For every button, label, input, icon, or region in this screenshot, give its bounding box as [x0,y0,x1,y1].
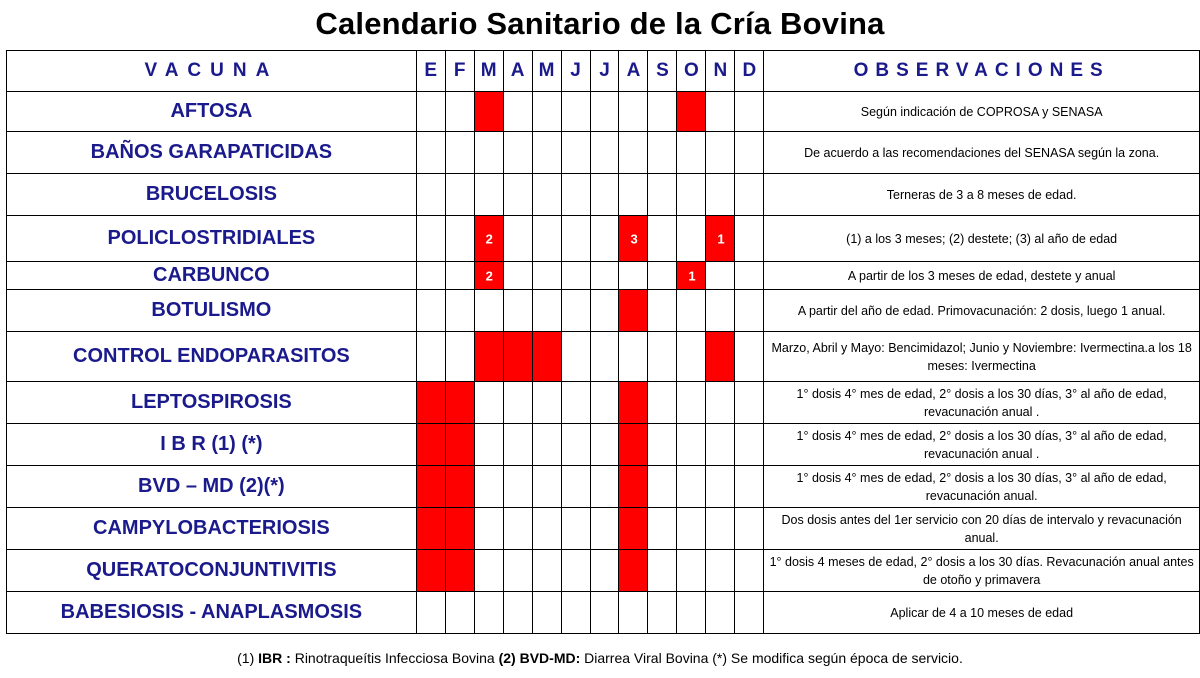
month-cell [735,216,764,262]
observation-cell: Aplicar de 4 a 10 meses de edad [764,592,1200,634]
vaccine-name: CAMPYLOBACTERIOSIS [7,508,417,550]
observation-cell: 1° dosis 4 meses de edad, 2° dosis a los 30 días. Revacunación anual antes de otoño y primavera [764,550,1200,592]
footnote-abbr-bvd: (2) BVD-MD: [498,650,581,666]
month-cell [503,132,532,174]
month-cell [677,550,706,592]
vaccine-name: QUERATOCONJUNTIVITIS [7,550,417,592]
month-cell [619,92,648,132]
month-cell [590,508,619,550]
month-cell [590,290,619,332]
month-cell [474,424,503,466]
month-cell [532,216,561,262]
vaccine-row [7,174,1200,216]
month-cell-marked [677,92,706,132]
month-cell-marked [445,550,474,592]
month-cell [648,382,677,424]
month-cell [503,174,532,216]
month-cell [474,550,503,592]
month-cell [445,132,474,174]
month-cell [590,382,619,424]
observation-cell: A partir del año de edad. Primovacunación: 2 dosis, luego 1 anual. [764,290,1200,332]
month-cell [532,466,561,508]
month-cell [590,592,619,634]
month-cell [474,382,503,424]
month-cell-marked [445,466,474,508]
month-header: D [735,51,764,92]
month-cell [561,262,590,290]
month-cell [619,332,648,382]
month-cell [503,424,532,466]
month-cell [735,92,764,132]
month-cell [532,174,561,216]
month-cell [590,174,619,216]
month-cell-marked [619,382,648,424]
month-cell [532,290,561,332]
month-cell [648,508,677,550]
month-cell [474,592,503,634]
month-cell-marked [445,424,474,466]
month-cell [735,508,764,550]
month-cell [735,550,764,592]
month-cell-marked [474,332,503,382]
month-cell [590,216,619,262]
month-cell-marked [677,262,706,290]
month-cell [503,382,532,424]
month-cell-marked [503,332,532,382]
month-cell [561,382,590,424]
vaccine-name: BVD – MD (2)(*) [7,466,417,508]
month-cell [590,132,619,174]
month-cell [735,592,764,634]
month-cell [561,290,590,332]
dose-number: 1 [717,231,725,246]
month-cell [416,92,445,132]
month-cell [503,92,532,132]
observation-cell: Marzo, Abril y Mayo: Bencimidazol; Junio y Noviembre: Ivermectina.a los 18 meses: Ivermectina [764,332,1200,382]
month-cell [648,174,677,216]
month-cell [503,290,532,332]
month-cell [532,92,561,132]
month-cell-marked [474,262,503,290]
month-header: O [677,51,706,92]
month-cell [648,262,677,290]
month-header: A [619,51,648,92]
month-cell [648,216,677,262]
dose-number: 1 [688,268,696,283]
month-cell [503,508,532,550]
month-cell [561,592,590,634]
month-header: F [445,51,474,92]
observation-cell: Terneras de 3 a 8 meses de edad. [764,174,1200,216]
month-cell [735,424,764,466]
month-cell [590,92,619,132]
vaccine-row [7,262,1200,290]
month-cell-marked [445,382,474,424]
month-cell [648,424,677,466]
month-cell [677,382,706,424]
month-header: M [474,51,503,92]
month-cell [416,332,445,382]
month-cell [503,550,532,592]
month-cell [648,332,677,382]
month-cell [735,290,764,332]
month-cell [677,290,706,332]
month-cell [706,132,735,174]
header-row [7,51,1200,92]
month-cell [561,92,590,132]
month-cell [561,508,590,550]
footnote [0,650,1200,666]
month-cell [706,508,735,550]
dose-number: 2 [485,231,493,246]
vaccine-row [7,592,1200,634]
month-cell [648,290,677,332]
month-cell [706,92,735,132]
vaccine-name: CARBUNCO [7,262,417,290]
vaccine-row [7,290,1200,332]
month-cell [445,332,474,382]
footnote-text: Diarrea Viral Bovina (*) Se modifica según época de servicio. [580,650,963,666]
month-cell [590,466,619,508]
month-cell [648,92,677,132]
footnote-abbr-ibr: IBR : [258,650,291,666]
month-cell [677,132,706,174]
month-cell-marked [445,508,474,550]
month-cell [445,592,474,634]
month-cell [445,290,474,332]
month-cell [503,466,532,508]
month-cell [677,216,706,262]
month-cell [532,382,561,424]
month-cell [474,174,503,216]
vaccine-name: BAÑOS GARAPATICIDAS [7,132,417,174]
month-cell [735,132,764,174]
month-cell [735,466,764,508]
month-cell [590,332,619,382]
month-cell [706,290,735,332]
month-header: E [416,51,445,92]
month-cell-marked [706,216,735,262]
vaccine-name: LEPTOSPIROSIS [7,382,417,424]
month-header: M [532,51,561,92]
month-cell [561,174,590,216]
vaccine-name: I B R (1) (*) [7,424,417,466]
month-cell [503,216,532,262]
month-cell [445,174,474,216]
month-cell [503,262,532,290]
observaciones-header: OBSERVACIONES [764,51,1200,92]
month-cell [590,424,619,466]
month-cell [503,592,532,634]
month-cell [416,262,445,290]
vaccine-name: CONTROL ENDOPARASITOS [7,332,417,382]
month-header: N [706,51,735,92]
month-cell [561,424,590,466]
month-cell [706,550,735,592]
month-cell [416,132,445,174]
month-cell-marked [706,332,735,382]
month-cell-marked [416,508,445,550]
month-cell-marked [619,216,648,262]
month-cell [706,262,735,290]
month-cell [735,262,764,290]
observation-cell: (1) a los 3 meses; (2) destete; (3) al año de edad [764,216,1200,262]
month-cell [648,592,677,634]
page-title: Calendario Sanitario de la Cría Bovina [315,6,885,41]
vaccine-row [7,92,1200,132]
month-cell [445,262,474,290]
month-cell [619,174,648,216]
month-cell-marked [474,92,503,132]
month-cell [561,132,590,174]
month-cell-marked [474,216,503,262]
month-cell-marked [416,550,445,592]
footnote-text: Rinotraqueítis Infecciosa Bovina [290,650,499,666]
month-cell [532,550,561,592]
month-cell [735,174,764,216]
month-header: S [648,51,677,92]
month-cell [677,466,706,508]
month-cell [561,550,590,592]
month-cell [445,92,474,132]
month-cell [648,466,677,508]
month-cell [474,508,503,550]
observation-cell: 1° dosis 4° mes de edad, 2° dosis a los 30 días, 3° al año de edad, revacunación anual. [764,466,1200,508]
month-cell [648,550,677,592]
month-cell [561,466,590,508]
month-cell [677,174,706,216]
vaccine-name: POLICLOSTRIDIALES [7,216,417,262]
vaccination-calendar-table [6,50,1200,634]
month-cell [677,424,706,466]
month-cell-marked [619,508,648,550]
vaccine-name: BRUCELOSIS [7,174,417,216]
footnote-text: (1) [237,650,259,666]
month-cell [532,424,561,466]
month-cell [561,332,590,382]
month-cell [706,382,735,424]
month-cell [474,466,503,508]
observation-cell: 1° dosis 4° mes de edad, 2° dosis a los 30 días, 3° al año de edad, revacunación anual . [764,382,1200,424]
month-cell-marked [619,424,648,466]
month-cell [532,508,561,550]
month-cell [474,290,503,332]
month-cell [532,262,561,290]
month-cell [590,262,619,290]
month-cell [677,508,706,550]
month-cell [706,424,735,466]
month-cell [735,332,764,382]
month-cell [619,592,648,634]
month-header: J [590,51,619,92]
month-cell-marked [619,290,648,332]
observation-cell: Dos dosis antes del 1er servicio con 20 días de intervalo y revacunación anual. [764,508,1200,550]
month-cell [735,382,764,424]
month-cell [416,174,445,216]
month-cell-marked [416,382,445,424]
month-cell-marked [416,424,445,466]
vaccine-row [7,332,1200,382]
vaccine-name: AFTOSA [7,92,417,132]
month-cell [416,290,445,332]
month-cell [416,216,445,262]
observation-cell: 1° dosis 4° mes de edad, 2° dosis a los 30 días, 3° al año de edad, revacunación anual . [764,424,1200,466]
month-cell [677,332,706,382]
month-cell [561,216,590,262]
month-header: J [561,51,590,92]
month-cell-marked [532,332,561,382]
month-cell [474,132,503,174]
month-cell [706,592,735,634]
vaccine-row [7,382,1200,424]
vacuna-header: VACUNA [7,51,417,92]
month-cell [532,592,561,634]
month-cell [648,132,677,174]
month-cell [706,174,735,216]
month-cell-marked [619,550,648,592]
vaccine-name: BABESIOSIS - ANAPLASMOSIS [7,592,417,634]
month-cell [532,132,561,174]
vaccine-row [7,466,1200,508]
month-cell-marked [619,466,648,508]
vaccine-row [7,132,1200,174]
dose-number: 3 [630,231,638,246]
observation-cell: Según indicación de COPROSA y SENASA [764,92,1200,132]
vaccine-row [7,424,1200,466]
month-cell [590,550,619,592]
month-cell [619,132,648,174]
month-cell [445,216,474,262]
month-cell [677,592,706,634]
vaccine-row [7,508,1200,550]
month-cell [706,466,735,508]
month-cell-marked [416,466,445,508]
month-header: A [503,51,532,92]
month-cell [619,262,648,290]
observation-cell: A partir de los 3 meses de edad, destete y anual [764,262,1200,290]
month-cell [416,592,445,634]
vaccine-row [7,550,1200,592]
vaccine-row [7,216,1200,262]
dose-number: 2 [485,268,493,283]
observation-cell: De acuerdo a las recomendaciones del SENASA según la zona. [764,132,1200,174]
vaccine-name: BOTULISMO [7,290,417,332]
